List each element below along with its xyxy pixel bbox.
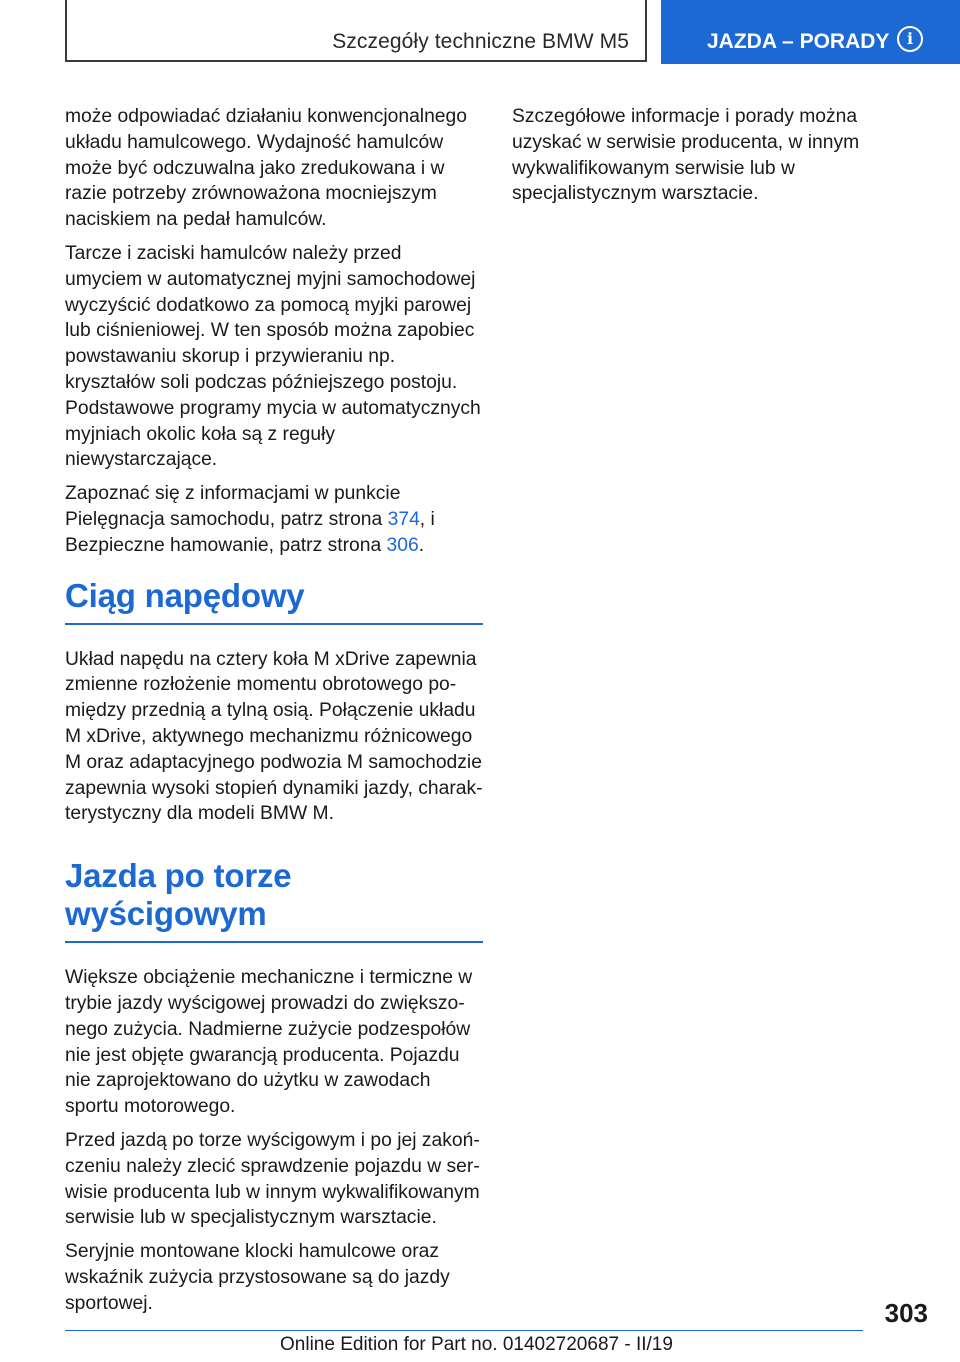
right-column — [512, 104, 930, 215]
paragraph: Układ napędu na cztery koła M xDrive zapewnia zmienne rozłożenie momentu obrotowego pomiędzy przednią a tylną osią. Połączenie układu M xDrive, aktywnego mechanizmu różnicowego M oraz adaptacyjnego podwozia M samochodzie zapewnia wysoki stopień dynamiki jazdy, charakterystyczny dla modeli BMW M. — [65, 648, 483, 825]
text: , i Bezpieczne hamowanie, patrz strona — [65, 508, 435, 556]
page-link-374[interactable]: 374 — [387, 508, 420, 530]
left-column — [65, 104, 483, 1324]
section-heading-drivetrain: Ciąg napędowy — [65, 577, 483, 625]
heading-underline — [65, 941, 483, 943]
page-header — [65, 0, 960, 64]
footer-edition: Online Edition for Part no. 01402720687 - II/19 — [280, 1334, 673, 1355]
paragraph: Tarcze i zaciski hamulców należy przed umyciem w automatycznej myjni samochodowej wyczyścić dodatkowo za pomocą myjki parowej lub ciśnieniowej. W ten sposób można zapobiec powstawaniu skorup i przywieraniu np. kryształów soli podczas późniejszego postoju. Podstawowe programy mycia w automatycznych myjniach okolic koła są z reguły niewystarczające. — [65, 242, 481, 471]
paragraph: Seryjnie montowane klocki hamulcowe oraz wskaźnik zużycia przystosowane są do jazdy sportowej. — [65, 1241, 450, 1314]
header-title: Szczegóły techniczne BMW M5 — [332, 30, 629, 53]
page-link-306[interactable]: 306 — [386, 534, 419, 556]
section-heading-track-driving: Jazda po torze wyścigowym — [65, 857, 292, 933]
paragraph: Większe obciążenie mechaniczne i termiczne w trybie jazdy wyścigowej prowadzi do zwiększonego zużycia. Nadmierne zużycie podzespołów nie jest objęte gwarancją producenta. Pojazdu nie zaprojektowano do użytku w zawodach sportu motorowego. — [65, 967, 473, 1118]
text: . — [418, 534, 425, 556]
header-title-box — [65, 0, 647, 62]
paragraph-with-links — [65, 481, 483, 558]
section-tab[interactable] — [661, 0, 960, 64]
section-tab-label: JAZDA – PORADY — [707, 30, 890, 53]
page-number: 303 — [884, 1298, 928, 1328]
paragraph: Szczegółowe informacje i porady można uzyskać w serwisie producenta, w innym wykwalifikowanym serwisie lub w specjalistycznym warsztacie. — [512, 106, 860, 205]
paragraph: Przed jazdą po torze wyścigowym i po jej zakończeniu należy zlecić sprawdzenie pojazdu w serwisie producenta lub w innym wykwalifikowanym serwisie lub w specjalistycznym warsztacie. — [65, 1129, 480, 1229]
footer-divider — [65, 1330, 863, 1331]
paragraph: może odpowiadać działaniu konwencjonalnego układu hamulcowego. Wydajność hamulców może być odczuwalna jako zredukowana i w razie potrzeby zrównoważona mocniejszym naciskiem na pedał hamulców. — [65, 106, 467, 231]
text: Zapoznać się z informacjami w punkcie Pielęgnacja samochodu, patrz strona — [65, 483, 401, 530]
info-icon[interactable]: i — [897, 26, 923, 52]
